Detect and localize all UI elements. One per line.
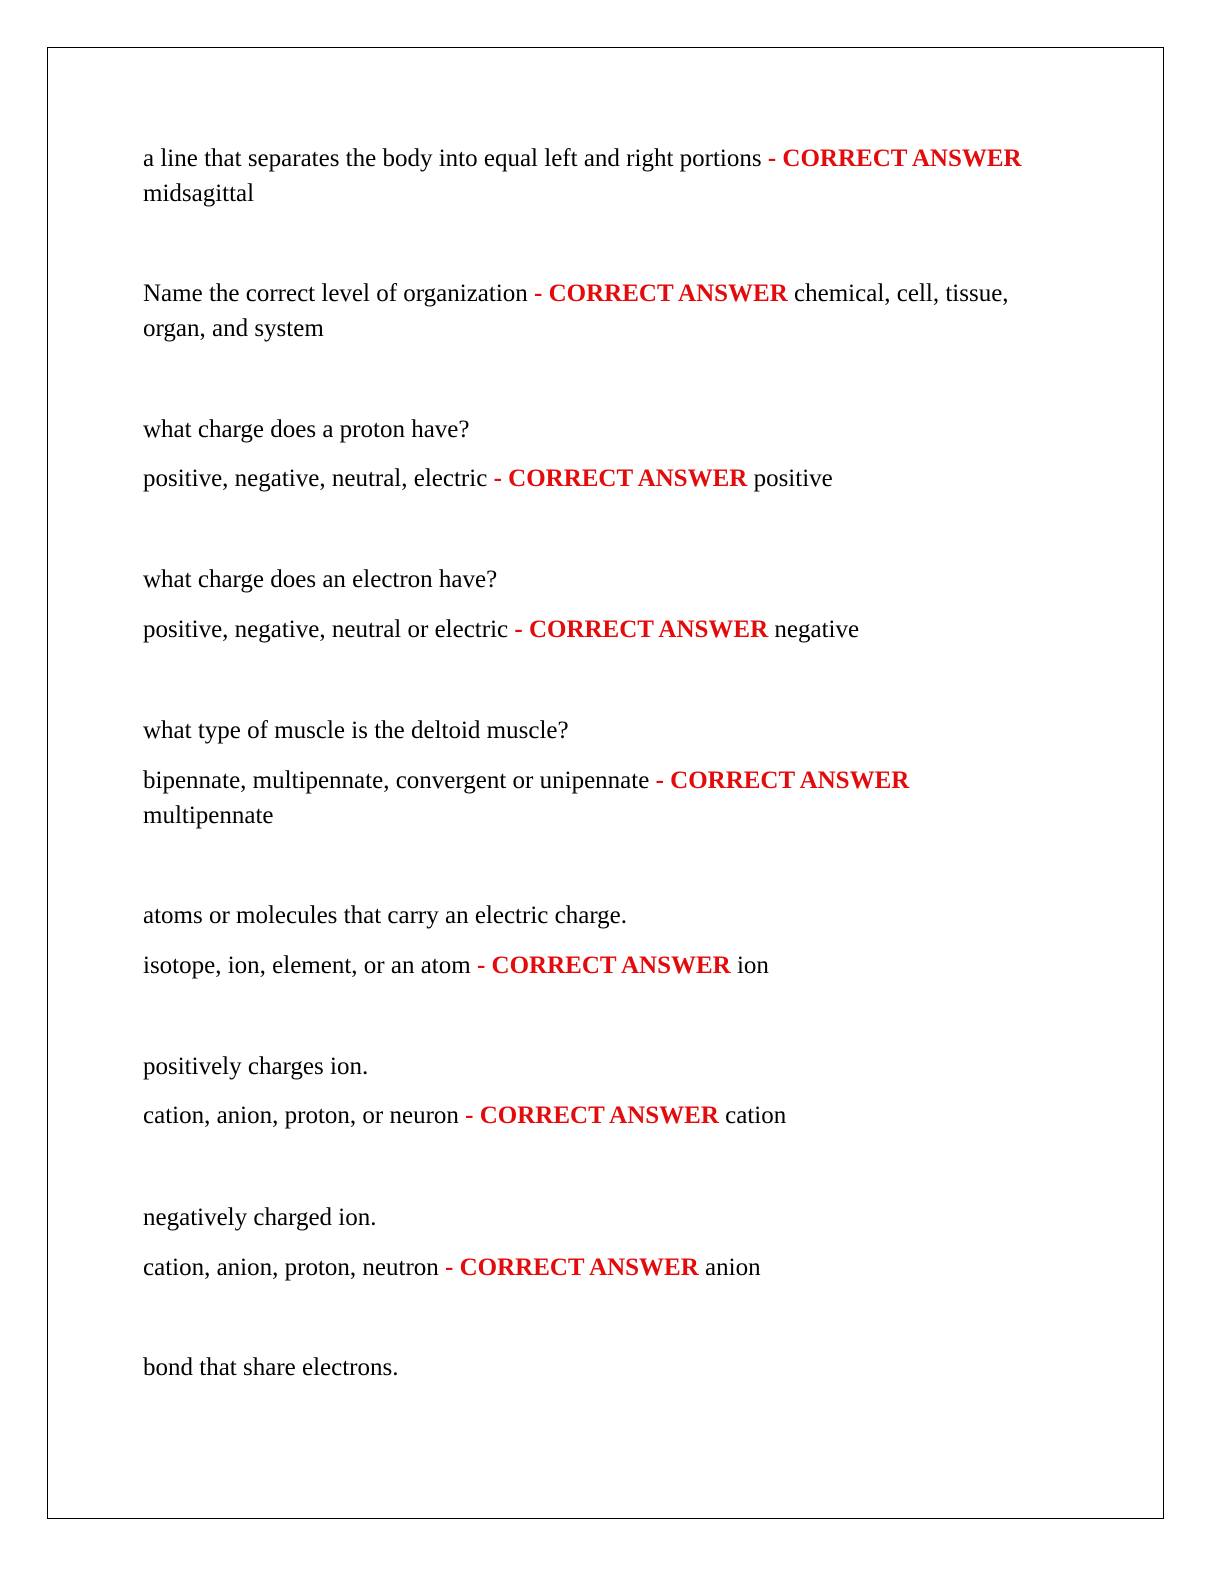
correct-answer-label: - CORRECT ANSWER <box>465 1102 719 1129</box>
qa-prompt: a line that separates the body into equal left and right portions <box>143 145 762 172</box>
qa-line <box>143 141 1023 211</box>
qa-answer: multipennate <box>143 802 274 829</box>
correct-answer-label: - CORRECT ANSWER <box>767 145 1022 172</box>
qa-prompt: bipennate, multipennate, convergent or unipennate <box>143 767 650 794</box>
correct-answer-label: - CORRECT ANSWER <box>493 465 748 492</box>
qa-line <box>143 461 1023 496</box>
question-text: what charge does an electron have? <box>143 566 498 593</box>
correct-answer-label: - CORRECT ANSWER <box>514 616 769 643</box>
qa-prompt: Name the correct level of organization <box>143 280 528 307</box>
qa-line <box>143 612 1023 647</box>
correct-answer-label: - CORRECT ANSWER <box>445 1254 699 1281</box>
qa-prompt: cation, anion, proton, neutron <box>143 1254 439 1281</box>
correct-answer-label: - CORRECT ANSWER <box>476 952 731 979</box>
qa-line <box>143 948 1023 983</box>
question-text: what charge does a proton have? <box>143 416 470 443</box>
question-text: positively charges ion. <box>143 1053 369 1080</box>
qa-prompt: isotope, ion, element, or an atom <box>143 952 471 979</box>
qa-answer: negative <box>774 616 860 643</box>
correct-answer-label: - CORRECT ANSWER <box>655 767 910 794</box>
question-text: bond that share electrons. <box>143 1354 399 1381</box>
qa-prompt: cation, anion, proton, or neuron <box>143 1102 459 1129</box>
qa-answer: anion <box>705 1254 761 1281</box>
qa-answer: ion <box>736 952 769 979</box>
question-text: what type of muscle is the deltoid muscle? <box>143 717 569 744</box>
correct-answer-label: - CORRECT ANSWER <box>534 280 788 307</box>
qa-answer: chemical, cell, tissue, organ, and system <box>143 280 1009 342</box>
qa-prompt: positive, negative, neutral, electric <box>143 465 488 492</box>
question-text: negatively charged ion. <box>143 1204 377 1231</box>
qa-answer: positive <box>753 465 833 492</box>
qa-answer: midsagittal <box>143 180 255 207</box>
qa-answer: cation <box>725 1102 787 1129</box>
qa-line <box>143 1098 1023 1133</box>
question-text: atoms or molecules that carry an electric charge. <box>143 902 628 929</box>
qa-line <box>143 763 1023 833</box>
qa-prompt: positive, negative, neutral or electric <box>143 616 509 643</box>
qa-line <box>143 276 1023 346</box>
qa-line <box>143 1250 1023 1285</box>
